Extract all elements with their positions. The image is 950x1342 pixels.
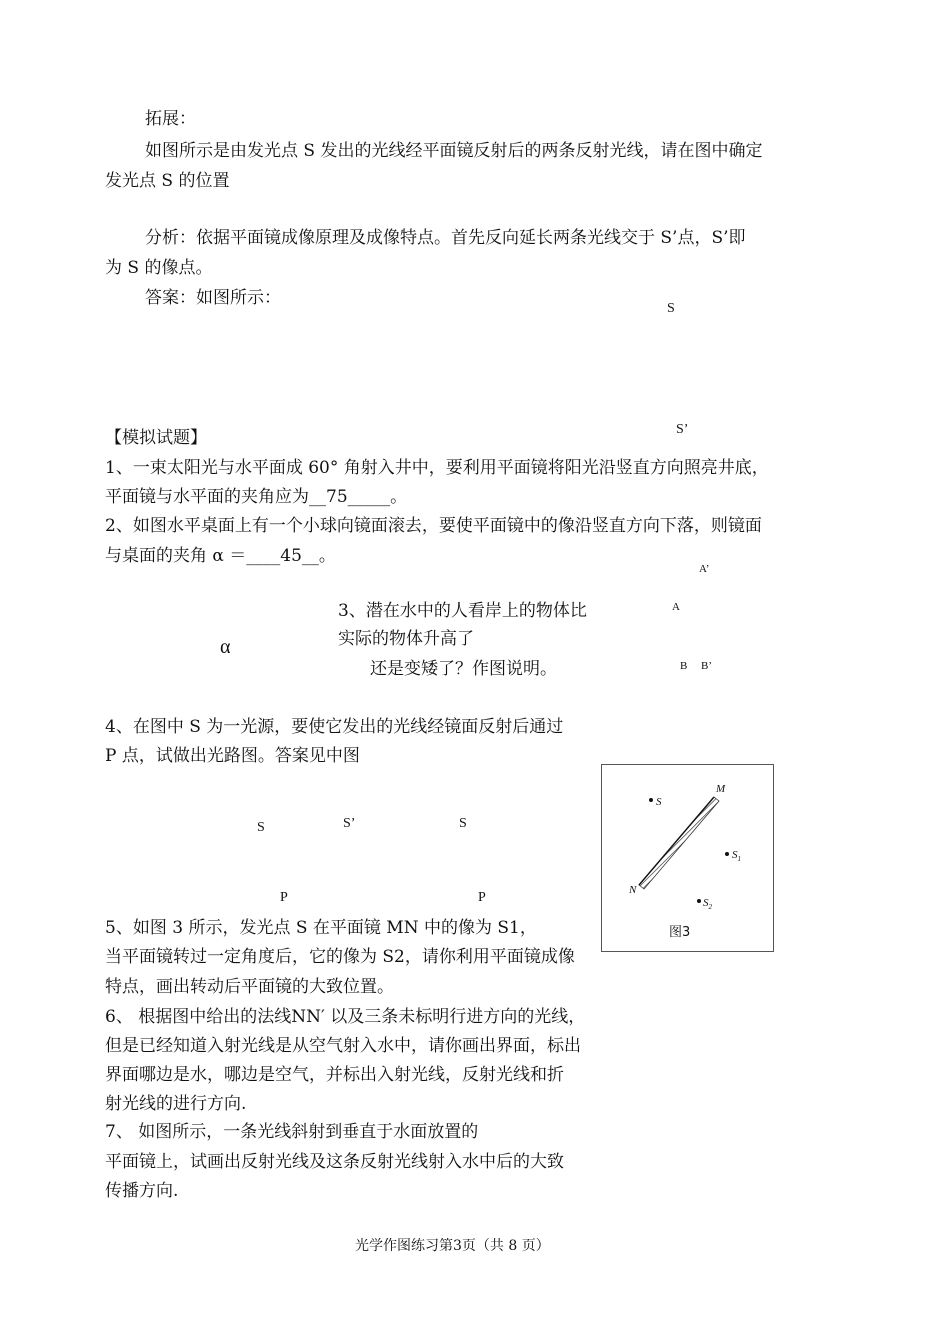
q7-line1: 7、 如图所示，一条光线斜射到垂直于水面放置的 — [105, 1122, 479, 1142]
fig3-label-s1 — [732, 849, 741, 863]
q3-label-a-prime: A’ — [699, 563, 710, 575]
q4-label-p-left: P — [280, 890, 288, 905]
q2-alpha-label: α — [220, 636, 231, 658]
fig3-label-s: S — [656, 796, 662, 808]
q7-line3: 传播方向. — [105, 1181, 179, 1201]
q2-line1: 2、如图水平桌面上有一个小球向镜面滚去，要使平面镜中的像沿竖直方向下落，则镜面 — [105, 516, 762, 536]
expand-fig-s-label: S — [667, 301, 675, 316]
q1-line2: 平面镜与水平面的夹角应为__75_____。 — [105, 487, 408, 507]
q6-line2: 但是已经知道入射光线是从空气射入水中，请你画出界面，标出 — [105, 1036, 581, 1056]
q5-line2: 当平面镜转过一定角度后，它的像为 S2，请你利用平面镜成像 — [105, 947, 575, 967]
fig3-caption: 图3 — [669, 925, 691, 940]
fig3-label-s2 — [703, 897, 713, 911]
q6-line1: 6、 根据图中给出的法线NN′ 以及三条未标明行进方向的光线， — [105, 1007, 586, 1027]
expand-analysis-line1: 分析：依据平面镜成像原理及成像特点。首先反向延长两条光线交于 S’点，S’即 — [145, 228, 746, 248]
expand-prompt-line1: 如图所示是由发光点 S 发出的光线经平面镜反射后的两条反射光线，请在图中确定 — [145, 141, 763, 161]
mock-heading: 【模拟试题】 — [105, 428, 207, 448]
fig3-label-m: M — [716, 783, 726, 795]
q1-line1: 1、一束太阳光与水平面成 60° 角射入井中，要利用平面镜将阳光沿竖直方向照亮井底， — [105, 458, 769, 478]
q3-label-a: A — [672, 601, 680, 613]
fig3-point-s1 — [725, 852, 729, 856]
figure-3-drawing — [602, 765, 773, 951]
fig3-label-s1-sub: 1 — [737, 855, 741, 863]
q3-label-b-prime: B’ — [701, 660, 712, 672]
q4-line1: 4、在图中 S 为一光源，要使它发出的光线经镜面反射后通过 — [105, 717, 564, 737]
q3-line3: 还是变矮了？作图说明。 — [370, 659, 557, 679]
expand-prompt-line2: 发光点 S 的位置 — [105, 171, 230, 191]
q6-line3: 界面哪边是水，哪边是空气，并标出入射光线，反射光线和折 — [105, 1065, 564, 1085]
expand-fig-s-prime-label: S’ — [676, 422, 689, 437]
fig3-point-s — [649, 798, 653, 802]
q4-label-p-right: P — [478, 890, 486, 905]
q5-line3: 特点，画出转动后平面镜的大致位置。 — [105, 977, 394, 997]
figure-3 — [601, 764, 774, 952]
q5-line1: 5、如图 3 所示，发光点 S 在平面镜 MN 中的像为 S1， — [105, 918, 537, 938]
fig3-label-s1-main: S — [732, 849, 738, 861]
page-footer: 光学作图练习第3页（共 8 页） — [355, 1238, 550, 1254]
fig3-point-s2 — [697, 899, 701, 903]
expand-analysis-line2: 为 S 的像点。 — [105, 258, 213, 278]
fig3-label-s2-main: S — [703, 897, 709, 909]
q3-label-b: B — [680, 660, 688, 672]
fig3-label-n: N — [629, 884, 637, 896]
q3-line2: 实际的物体升高了 — [338, 629, 474, 649]
q4-line2: P 点，试做出光路图。答案见中图 — [105, 746, 360, 766]
q6-line4: 射光线的进行方向. — [105, 1094, 247, 1114]
q4-label-s-left: S — [257, 820, 265, 835]
q4-label-s-right: S — [459, 816, 467, 831]
expand-answer: 答案：如图所示： — [145, 288, 281, 308]
q2-line2: 与桌面的夹角 α ＝____45__。 — [105, 546, 336, 566]
q4-label-s-prime: S’ — [343, 816, 356, 831]
mirror-mn — [639, 797, 719, 889]
expand-heading: 拓展： — [145, 109, 196, 129]
q7-line2: 平面镜上，试画出反射光线及这条反射光线射入水中后的大致 — [105, 1152, 564, 1172]
q3-line1: 3、潜在水中的人看岸上的物体比 — [338, 601, 587, 621]
fig3-label-s2-sub: 2 — [708, 903, 712, 911]
